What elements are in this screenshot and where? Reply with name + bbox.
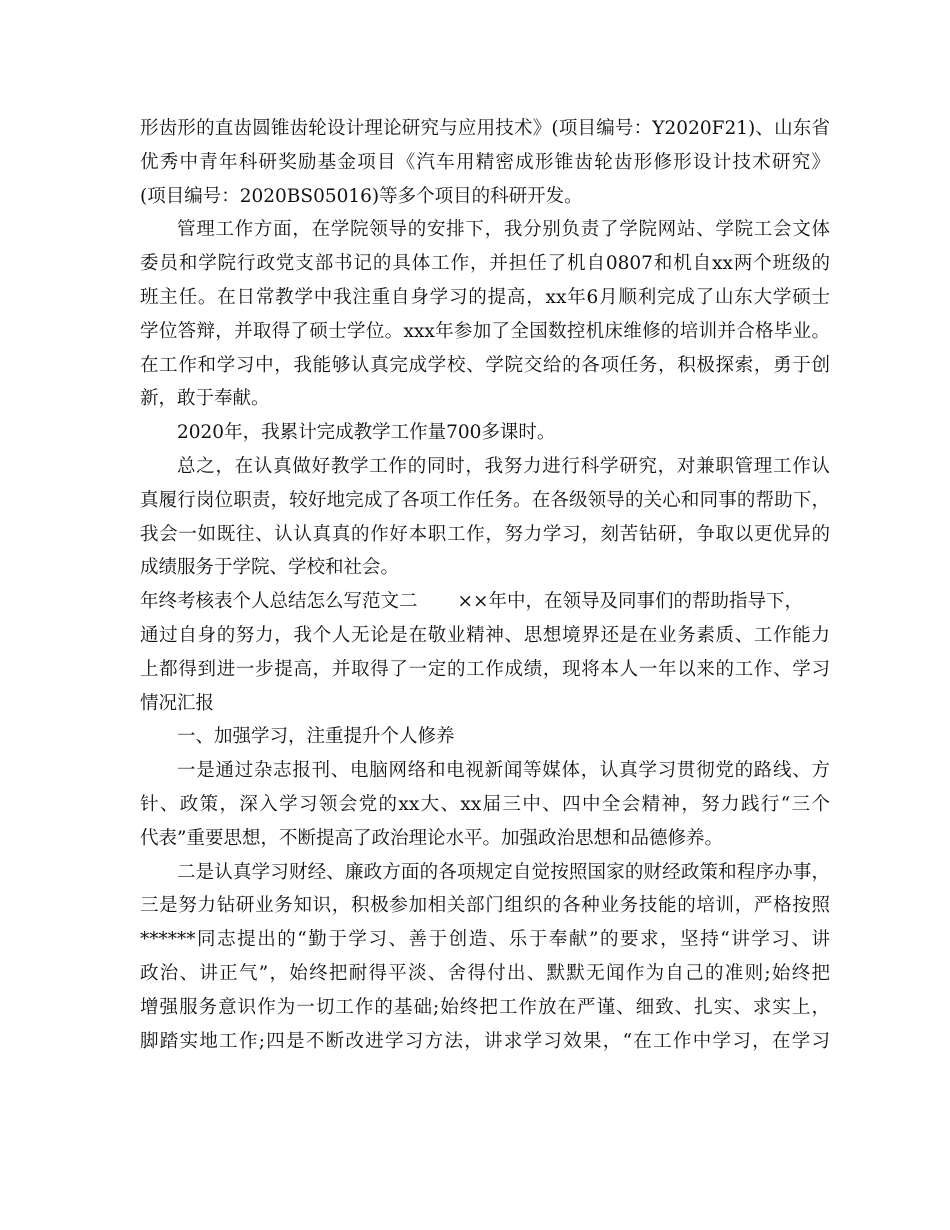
text-line: 真履行岗位职责，较好地完成了各项工作任务。在各级领导的关心和同事的帮助下，: [140, 489, 830, 511]
text-line: ******同志提出的“勤于学习、善于创造、乐于奉献”的要求，坚持“讲学习、讲: [140, 929, 830, 951]
text-line: 2020年，我累计完成教学工作量700多课时。: [177, 422, 556, 444]
text-line: 针、政策，深入学习领会党的xx大、xx届三中、四中全会精神，努力践行“三个: [140, 793, 830, 815]
text-line: 代表”重要思想，不断提高了政治理论水平。加强政治思想和品德修养。: [140, 827, 723, 849]
text-line: 新，敢于奉献。: [140, 388, 270, 410]
text-line: 通过自身的努力，我个人无论是在敬业精神、思想境界还是在业务素质、工作能力: [140, 624, 830, 646]
document-body: [140, 112, 830, 1058]
text-line: 一是通过杂志报刊、电脑网络和电视新闻等媒体，认真学习贯彻党的路线、方: [177, 760, 830, 782]
text-line: 脚踏实地工作;四是不断改进学习方法，讲求学习效果，“在工作中学习，在学习: [140, 1030, 830, 1052]
text-line: 情况汇报: [140, 692, 215, 714]
text-line: 一、加强学习，注重提升个人修养: [177, 726, 455, 748]
section-heading-text: ××年中，在领导及同事们的帮助指导下，: [457, 591, 804, 613]
text-line: 班主任。在日常教学中我注重自身学习的提高，xx年6月顺利完成了山东大学硕士: [140, 286, 830, 308]
text-line: 总之，在认真做好教学工作的同时，我努力进行科学研究，对兼职管理工作认: [177, 455, 830, 477]
text-line: 形齿形的直齿圆锥齿轮设计理论研究与应用技术》(项目编号：Y2020F21)、山东省: [140, 118, 830, 139]
text-line: 我会一如既往、认认真真的作好本职工作，努力学习，刻苦钻研，争取以更优异的: [140, 523, 830, 545]
document-part-one: [140, 112, 830, 585]
text-line: 上都得到进一步提高，并取得了一定的工作成绩，现将本人一年以来的工作、学习: [140, 658, 830, 680]
text-line: 管理工作方面，在学院领导的安排下，我分别负责了学院网站、学院工会文体: [177, 219, 830, 241]
text-line: 二是认真学习财经、廉政方面的各项规定自觉按照国家的财经政策和程序办事，: [177, 861, 830, 883]
text-line: (项目编号：2020BS05016)等多个项目的科研开发。: [140, 185, 583, 207]
text-line: 政治、讲正气”，始终把耐得平淡、舍得付出、默默无闻作为自己的准则;始终把: [140, 962, 830, 984]
text-line: 在工作和学习中，我能够认真完成学校、学院交给的各项任务，积极探索，勇于创: [140, 354, 830, 376]
document-part-two: [140, 619, 830, 1058]
text-line: 三是努力钻研业务知识，积极参加相关部门组织的各种业务技能的培训，严格按照: [140, 895, 830, 917]
section-heading-line: [140, 585, 830, 619]
text-line: 成绩服务于学院、学校和社会。: [140, 557, 400, 579]
text-line: 优秀中青年科研奖励基金项目《汽车用精密成形锥齿轮齿形修形设计技术研究》: [140, 151, 830, 173]
text-line: 增强服务意识作为一切工作的基础;始终把工作放在严谨、细致、扎实、求实上，: [140, 996, 830, 1018]
section-heading-title: 年终考核表个人总结怎么写范文二: [140, 591, 418, 613]
text-line: 学位答辩，并取得了硕士学位。xxx年参加了全国数控机床维修的培训并合格毕业。: [140, 320, 830, 342]
text-line: 委员和学院行政党支部书记的具体工作，并担任了机自0807和机自xx两个班级的: [140, 253, 830, 275]
